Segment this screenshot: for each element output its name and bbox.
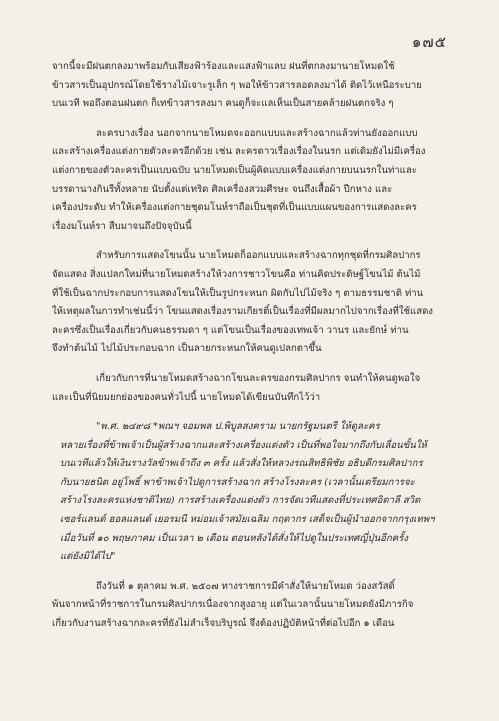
text-line: เกี่ยวกับการที่นายโหมดสร้างฉากโขนละครของกรมศิลปากร จนทำให้คนดูพอใจ <box>96 372 421 384</box>
text-line: ให้เหตุผลในการทำเช่นนี้ว่า โขนแสดงเรื่องรามเกียรติ์เป็นเรื่องที่มีผลมากไปจากเรื่องที่ใช้แสดง <box>52 306 433 318</box>
paragraph-2 <box>52 125 455 237</box>
text-line: ละครซึ่งเป็นเรื่องเกี่ยวกับคนธรรมดา ๆ แต่โขนเป็นเรื่องของเทพเจ้า วานร และยักษ์ ท่าน <box>52 324 409 336</box>
paragraph-6 <box>52 578 455 634</box>
quote-line: "พ.ศ. ๒๔๙๘ *พณฯ จอมพล ป.พิบูลสงคราม นายกรัฐมนตรี ให้ดูละคร <box>96 421 380 433</box>
quote-line: เซอร์แลนด์ ฮอลแลนด์ เยอรมนี หม่อมเจ้าสมัยเฉลิม กฤดากร เสด็จเป็นผู้นำออกจากกรุงเทพฯ <box>60 514 435 526</box>
quote-line: แต่ยังมิได้ไป" <box>60 551 116 563</box>
text-line: และสร้างเครื่องแต่งกายตัวละครอีกด้วย เช่น ละครดาวเรื่องเรื่องในนรก แต่เดิมยังไม่มีเครื่อง <box>52 146 426 158</box>
page-number: ๑๗๕ <box>411 33 447 51</box>
text-line: เกี่ยวกับงานสร้างฉากละครที่ยังไม่สำเร็จบริบูรณ์ จึงต้องปฏิบัติหน้าที่ต่อไปอีก ๑ เดือน <box>52 618 395 630</box>
text-line: สำหรับการแสดงโขนนั้น นายโหมดก็ออกแบบและสร้างฉากทุกชุดที่กรมศิลปากร <box>96 250 421 262</box>
text-line: จึงทำต้นไม้ ไปไม้ประกอบฉาก เป็นลายกระหนกให้คนดูเปลกตาขึ้น <box>52 343 322 355</box>
quote-line: เมื่อวันที่ ๑๐ พฤษภาคม เป็นเวลา ๒ เดือน ตอนหลังได้สั่งให้ไปดูในประเทศญี่ปุ่นอีกครั้ง <box>60 532 408 544</box>
paragraph-3 <box>52 247 455 359</box>
text-line: แต่งกายของตัวละครเป็นแบบฉบับ นายโหมดเป็นผู้คิดแบบเครื่องแต่งกายบนนรกในท่าและ <box>52 164 417 176</box>
text-line: บรรดานางกินรีทั้งหลาย นับตั้งแต่เทริด ศิลเครื่องสวมศีรษะ จนถึงเสื้อผ้า ปีกหาง และ <box>52 183 393 195</box>
text-line: จัดแสดง สิ่งแปลกใหม่ที่นายโหมดสร้างให้วงการชาวโขนคือ ท่านคิดประดิษฐ์โขนไม้ ต้นไม้ <box>52 268 421 280</box>
text-line: ข้าวสารเป็นอุปกรณ์โดยใช้รางไม้เจาะรูเล็ก ๆ พอให้ข้าวสารลอดลงมาได้ ติดไว้เหนือระบาย <box>52 79 422 91</box>
text-line: เครื่องประดับ ทำให้เครื่องแต่งกายชุดมโนห์ราถือเป็นชุดที่เป็นแบบแผนของการแสดงละคร <box>52 202 417 214</box>
text-line: และเป็นที่นิยมยกย่องของคนทั่วไปนี้ นายโหมดได้เขียนบันทึกไว้ว่า <box>52 391 321 403</box>
quote-line: หลายเรื่องที่ข้าพเจ้าเป็นผู้สร้างฉากและสร้างเครื่องแต่งตัว เป็นที่พอใจมากถึงกับเลื่อนขั้นให้ <box>60 439 427 451</box>
text-line: ถึงวันที่ ๑ ตุลาคม พ.ศ. ๒๕๐๗ ทางราชการมีคำสั่งให้นายโหมด ว่องสวัสดิ์ <box>96 580 395 592</box>
quote-line: กับนายธนิต อยู่โพธิ์ พาข้าพเจ้าไปดูการสร้างฉาก สร้างโรงละคร (เวลานั้นเตรียมการจะ <box>60 476 415 488</box>
text-line: เรื่องมโนห์รา สืบมาจนถึงปัจจุบันนี้ <box>52 220 192 232</box>
text-line: ที่ใช้เป็นฉากประกอบการแสดงโขนให้เป็นรูปกระหนก ผิดกับไปไม้จริง ๆ ตามธรรมชาติ ท่าน <box>52 287 424 299</box>
text-line: พ้นจากหน้าที่ราชการในกรมศิลปากรเนื่องจากสูงอายุ แต่ในเวลานั้นนายโหมดยังมีภารกิจ <box>52 599 414 611</box>
text-line: บนเวที พอถึงตอนฝนตก ก็เทข้าวสารลงมา คนดูก็จะแลเห็นเป็นสายคล้ายฝนตกจริง ๆ <box>52 98 394 110</box>
body-text <box>52 58 455 645</box>
text-line: ละครบางเรื่อง นอกจากนายโหมดจะออกแบบและสร้างฉากแล้วท่านยังออกแบบ <box>96 127 418 139</box>
quote-line: สร้างโรงละครแห่งชาติไทย) การสร้างเครื่องแต่งตัว การจัดเวทีแสดงที่ประเทศอิตาลี สวิต <box>60 495 421 507</box>
paragraph-4 <box>52 370 455 407</box>
quote-line: บนเวทีแล้วให้เงินรางวัลข้าพเจ้าถึง ๓ ครั้ง แล้วสั่งให้หลวงรณสิทธิพิชัย อธิบดีกรมศิลปากร <box>60 458 423 470</box>
paragraph-1 <box>52 58 455 114</box>
text-line: จากนี้จะมีฝนตกลงมาพร้อมกับเสียงฟ้าร้องและแสงฟ้าแลบ ฝนที่ตกลงมานายโหมดใช้ <box>52 61 395 72</box>
quoted-note <box>52 418 455 567</box>
